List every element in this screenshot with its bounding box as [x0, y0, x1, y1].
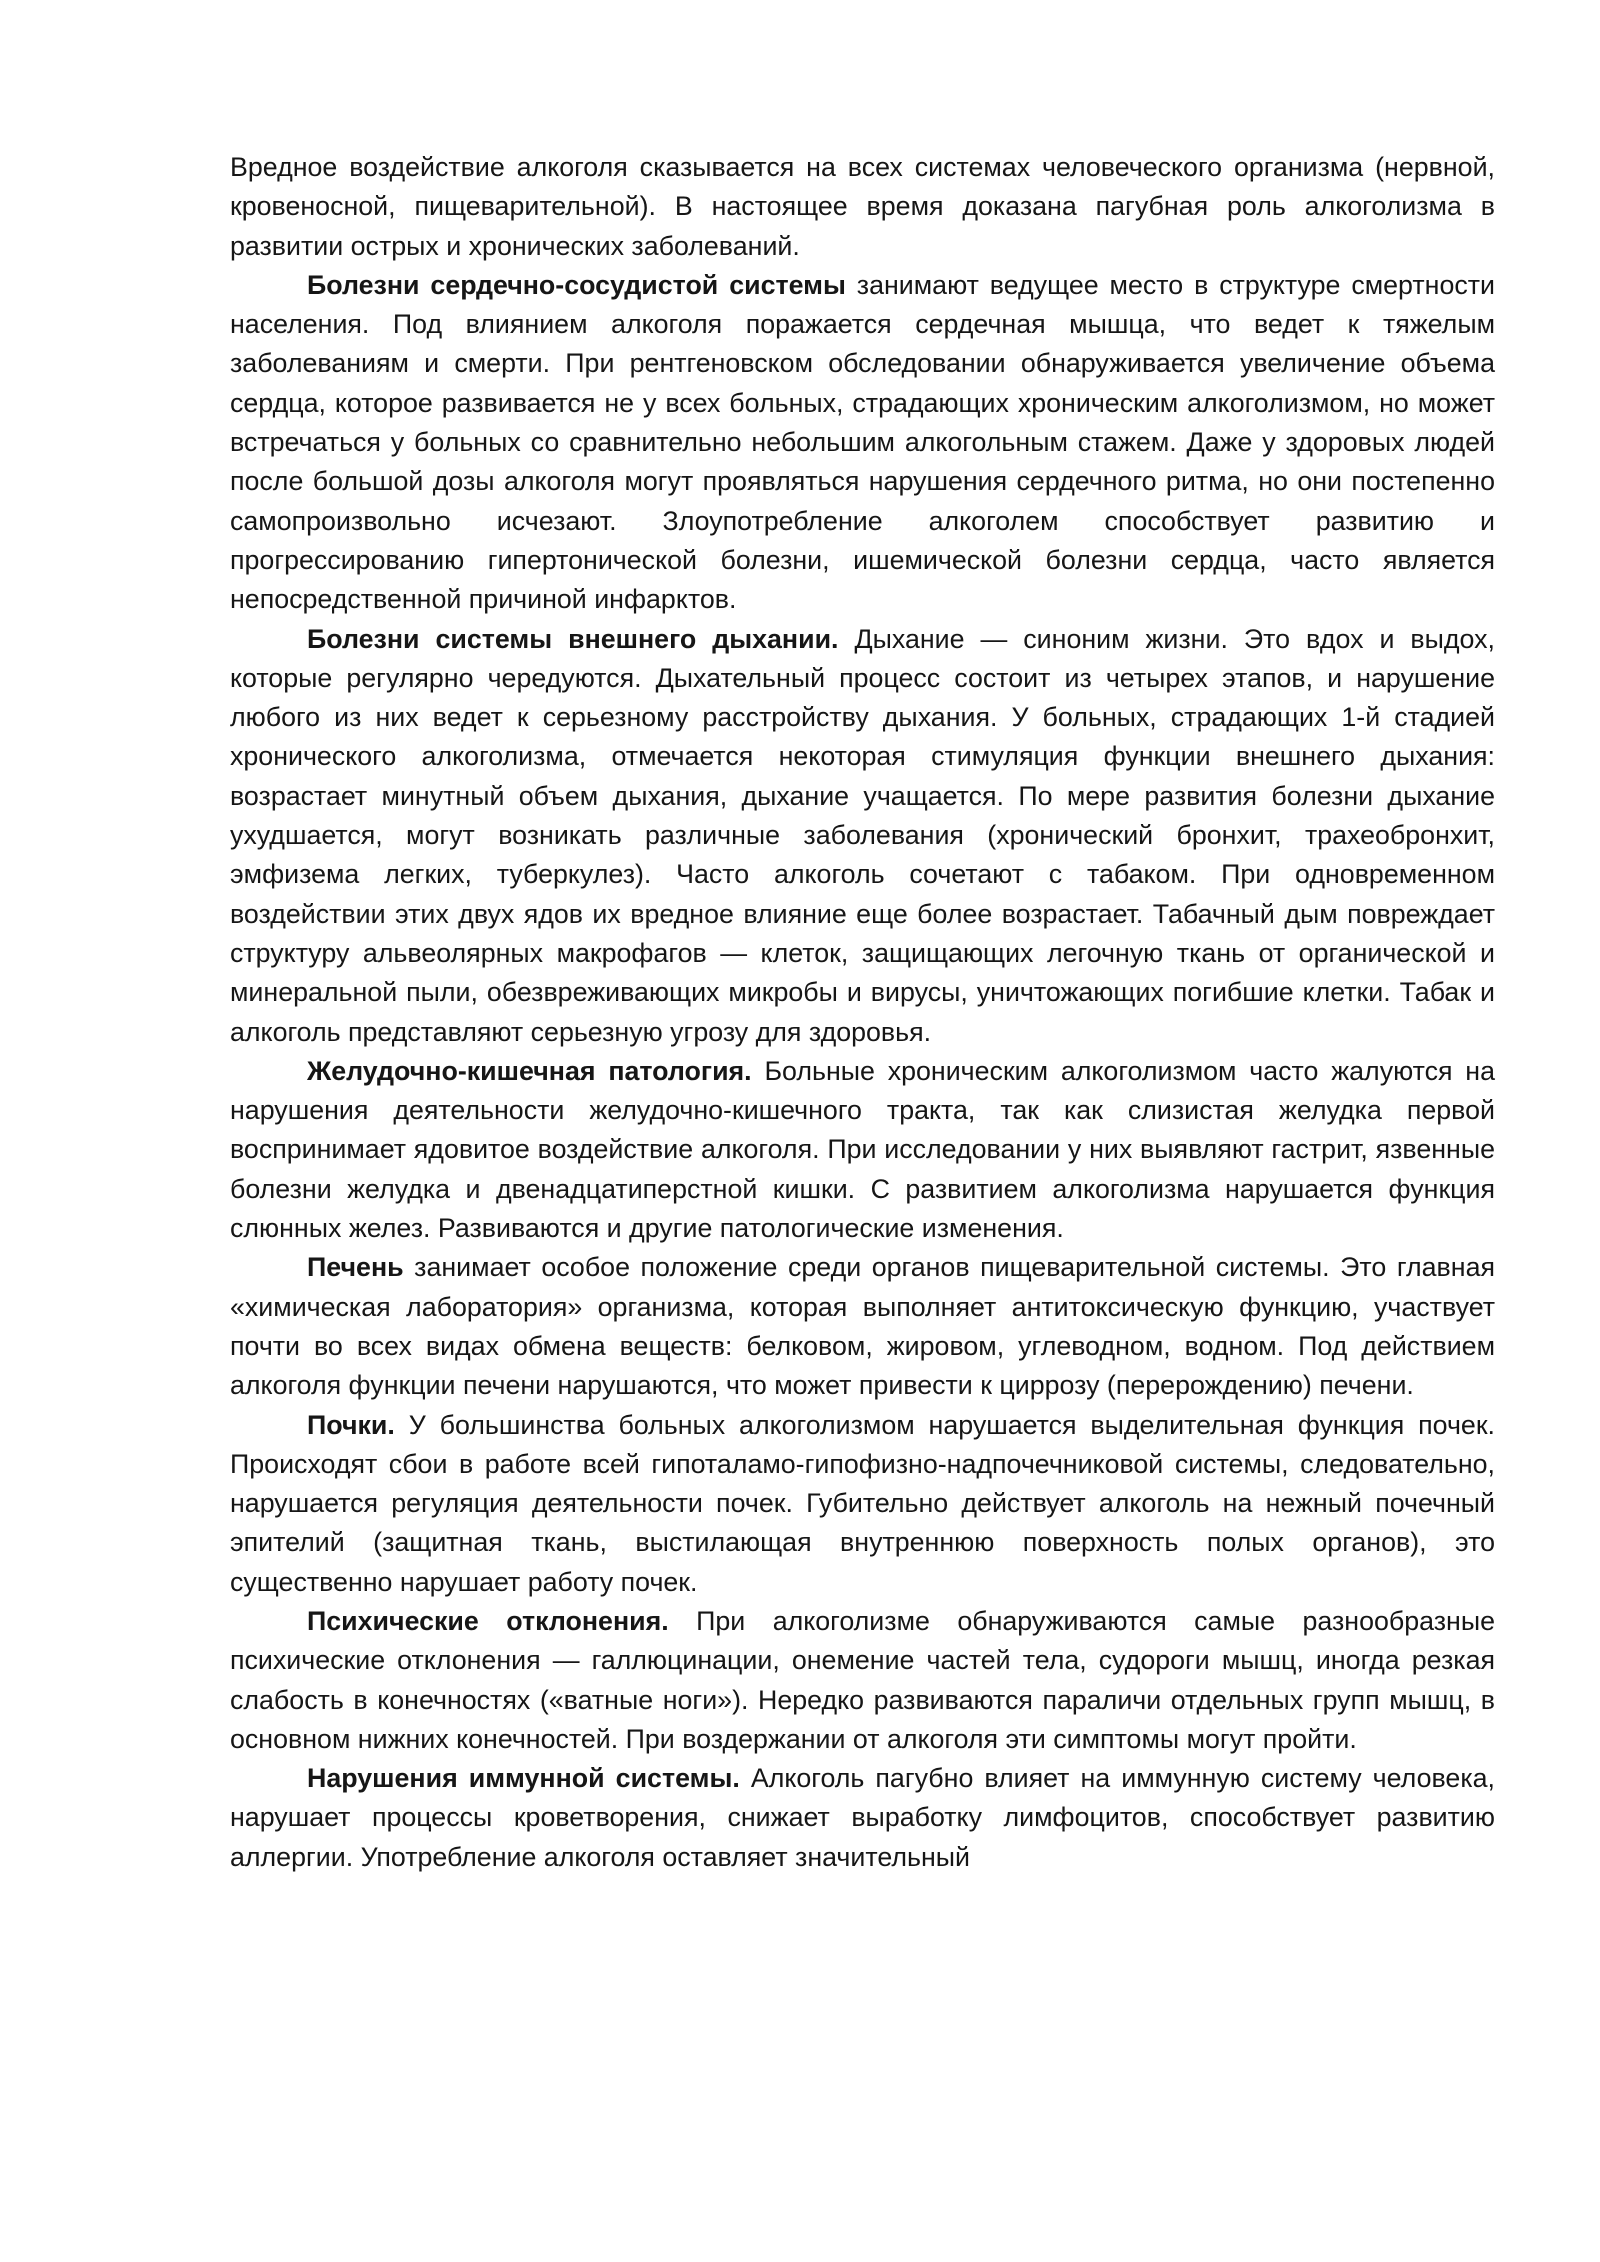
paragraph-gastrointestinal-heading: Желудочно-кишечная патология. [307, 1055, 752, 1086]
paragraph-mental-text: При алкоголизме обнаруживаются самые разнообразные психические отклонения — галлюцинации, онемение частей тела, судороги мышц, иногда резкая слабость в конечностях («ватные ноги»). Нередко развиваются параличи отдельных групп мышц, в основном нижних конечностей. При воздержании от алкоголя эти симптомы могут пройти. [230, 1605, 1495, 1754]
paragraph-intro-text: Вредное воздействие алкоголя сказывается на всех системах человеческого организма (нервной, кровеносной, пищеварительной). В настоящее время доказана пагубная роль алкоголизма в развитии острых и хронических заболеваний. [230, 152, 1495, 261]
paragraph-intro [230, 148, 1495, 266]
paragraph-respiratory-text: Дыхание — синоним жизни. Это вдох и выдох, которые регулярно чередуются. Дыхательный процесс состоит из четырех этапов, и нарушение любого из них ведет к серьезному расстройству дыхания. У больных, страдающих 1-й стадией хронического алкоголизма, отмечается некоторая стимуляция функции внешнего дыхания: возрастает минутный объем дыхания, дыхание учащается. По мере развития болезни дыхание ухудшается, могут возникать различные заболевания (хронический бронхит, трахеобронхит, эмфизема легких, туберкулез). Часто алкоголь сочетают с табаком. При одновременном воздействии этих двух ядов их вредное влияние еще более возрастает. Табачный дым повреждает структуру альвеолярных макрофагов — клеток, защищающих легочную ткань от органической и минеральной пыли, обезвреживающих микробы и вирусы, уничтожающих погибшие клетки. Табак и алкоголь представляют серьезную угрозу для здоровья. [230, 623, 1496, 1047]
paragraph-kidneys-text: У большинства больных алкоголизмом нарушается выделительная функция почек. Происходят сбои в работе всей гипоталамо-гипофизно-надпочечниковой системы, следовательно, нарушается регуляция деятельности почек. Губительно действует алкоголь на нежный почечный эпителий (защитная ткань, выстилающая внутреннюю поверхность полых органов), это существенно нарушает работу почек. [230, 1409, 1495, 1597]
document-page [230, 148, 1495, 1877]
paragraph-immune-heading: Нарушения иммунной системы. [307, 1763, 740, 1794]
paragraph-liver [230, 1248, 1495, 1405]
paragraph-liver-heading: Печень [307, 1252, 404, 1283]
paragraph-respiratory-heading: Болезни системы внешнего дыхании. [307, 623, 839, 654]
paragraph-immune-text: Алкоголь пагубно влияет на иммунную систему человека, нарушает процессы кроветворения, снижает выработку лимфоцитов, способствует развитию аллергии. Употребление алкоголя оставляет значительный [230, 1763, 1495, 1872]
paragraph-gastrointestinal [230, 1052, 1495, 1248]
paragraph-immune [230, 1759, 1495, 1877]
paragraph-kidneys [230, 1406, 1495, 1602]
paragraph-kidneys-heading: Почки. [307, 1409, 395, 1440]
paragraph-mental-heading: Психические отклонения. [307, 1605, 669, 1636]
paragraph-mental [230, 1602, 1495, 1759]
paragraph-liver-text: занимает особое положение среди органов пищеварительной системы. Это главная «химическая лаборатория» организма, которая выполняет антитоксическую функцию, участвует почти во всех видах обмена веществ: белковом, жировом, углеводном, водном. Под действием алкоголя функции печени нарушаются, что может привести к циррозу (перерождению) печени. [230, 1252, 1495, 1401]
paragraph-respiratory [230, 620, 1495, 1052]
paragraph-cardiovascular-text: занимают ведущее место в структуре смертности населения. Под влиянием алкоголя поражается сердечная мышца, что ведет к тяжелым заболеваниям и смерти. При рентгеновском обследовании обнаруживается увеличение объема сердца, которое развивается не у всех больных, страдающих хроническим алкоголизмом, но может встречаться у больных со сравнительно небольшим алкогольным стажем. Даже у здоровых людей после большой дозы алкоголя могут проявляться нарушения сердечного ритма, но они постепенно самопроизвольно исчезают. Злоупотребление алкоголем способствует развитию и прогрессированию гипертонической болезни, ишемической болезни сердца, часто является непосредственной причиной инфарктов. [230, 269, 1495, 615]
paragraph-gastrointestinal-text: Больные хроническим алкоголизмом часто жалуются на нарушения деятельности желудочно-кишечного тракта, так как слизистая желудка первой воспринимает ядовитое воздействие алкоголя. При исследовании у них выявляют гастрит, язвенные болезни желудка и двенадцатиперстной кишки. С развитием алкоголизма нарушается функция слюнных желез. Развиваются и другие патологические изменения. [230, 1055, 1495, 1244]
paragraph-cardiovascular-heading: Болезни сердечно-сосудистой системы [307, 269, 846, 300]
paragraph-cardiovascular [230, 266, 1495, 620]
